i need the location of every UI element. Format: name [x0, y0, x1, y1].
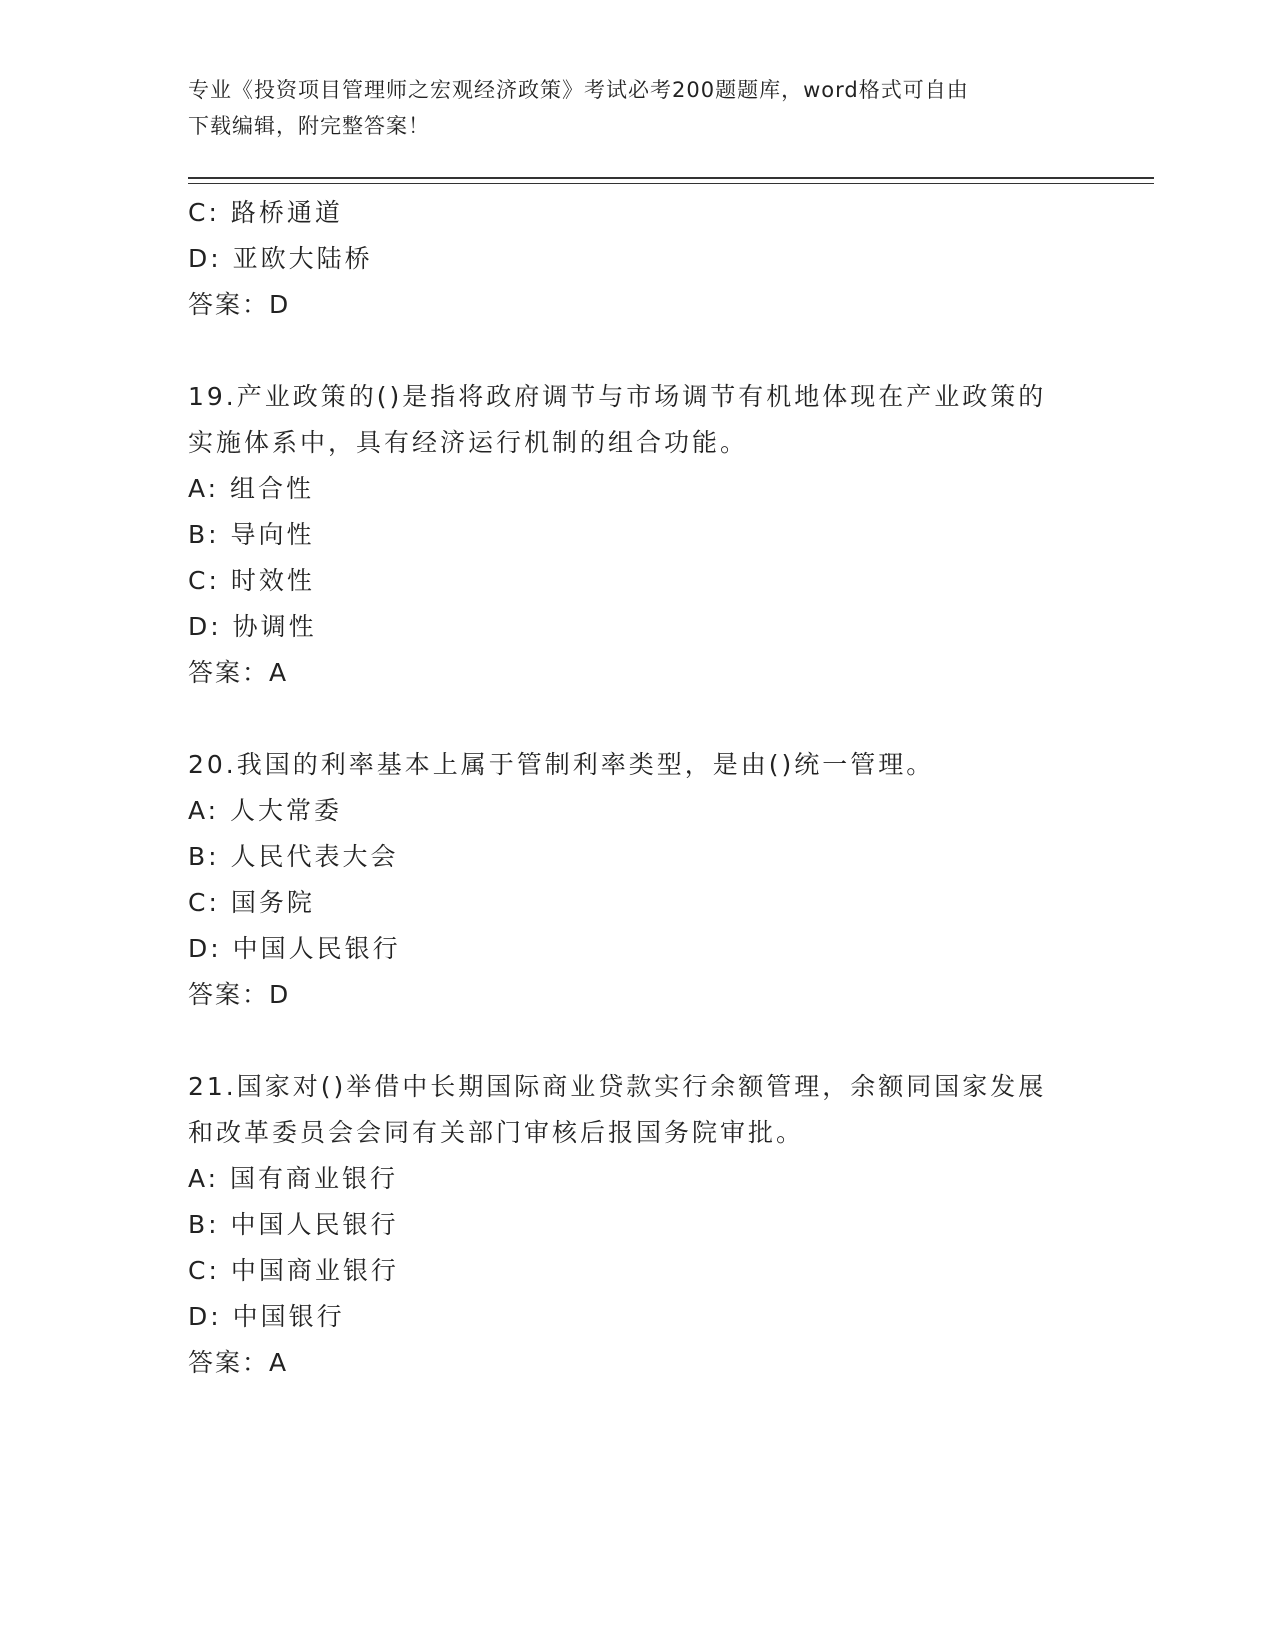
option-d: D: 亚欧大陆桥	[188, 244, 373, 273]
header-line-1: 专业《投资项目管理师之宏观经济政策》考试必考200题题库，word格式可自由	[188, 78, 969, 102]
question-stem: 21.国家对()举借中长期国际商业贷款实行余额管理，余额同国家发展	[188, 1072, 1047, 1101]
option-c: C: 时效性	[188, 566, 315, 595]
option-c: C: 路桥通道	[188, 198, 343, 227]
option-b: B: 导向性	[188, 520, 315, 549]
question-20	[188, 742, 1088, 1018]
header-divider-thin	[188, 183, 1154, 184]
option-d: D: 中国人民银行	[188, 934, 401, 963]
answer: 答案：D	[188, 290, 291, 319]
question-21	[188, 1064, 1088, 1386]
spacer	[188, 696, 1088, 742]
option-a: A: 国有商业银行	[188, 1164, 399, 1193]
answer: 答案：A	[188, 1348, 289, 1377]
spacer	[188, 1018, 1088, 1064]
question-stem: 19.产业政策的()是指将政府调节与市场调节有机地体现在产业政策的	[188, 382, 1047, 411]
question-19	[188, 374, 1088, 696]
spacer	[188, 328, 1088, 374]
option-b: B: 人民代表大会	[188, 842, 399, 871]
option-d: D: 中国银行	[188, 1302, 345, 1331]
question-18-continued	[188, 190, 1088, 328]
option-d: D: 协调性	[188, 612, 317, 641]
header-line-2: 下载编辑，附完整答案！	[188, 114, 430, 138]
question-stem: 20.我国的利率基本上属于管制利率类型，是由()统一管理。	[188, 750, 935, 779]
answer: 答案：A	[188, 658, 289, 687]
question-stem-continued: 和改革委员会会同有关部门审核后报国务院审批。	[188, 1118, 805, 1147]
option-c: C: 中国商业银行	[188, 1256, 399, 1285]
document-header	[188, 72, 1088, 144]
question-stem-continued: 实施体系中，具有经济运行机制的组合功能。	[188, 428, 749, 457]
answer: 答案：D	[188, 980, 291, 1009]
header-divider-thick	[188, 177, 1154, 179]
option-a: A: 组合性	[188, 474, 315, 503]
option-b: B: 中国人民银行	[188, 1210, 399, 1239]
option-c: C: 国务院	[188, 888, 315, 917]
question-list	[188, 190, 1088, 1386]
option-a: A: 人大常委	[188, 796, 343, 825]
